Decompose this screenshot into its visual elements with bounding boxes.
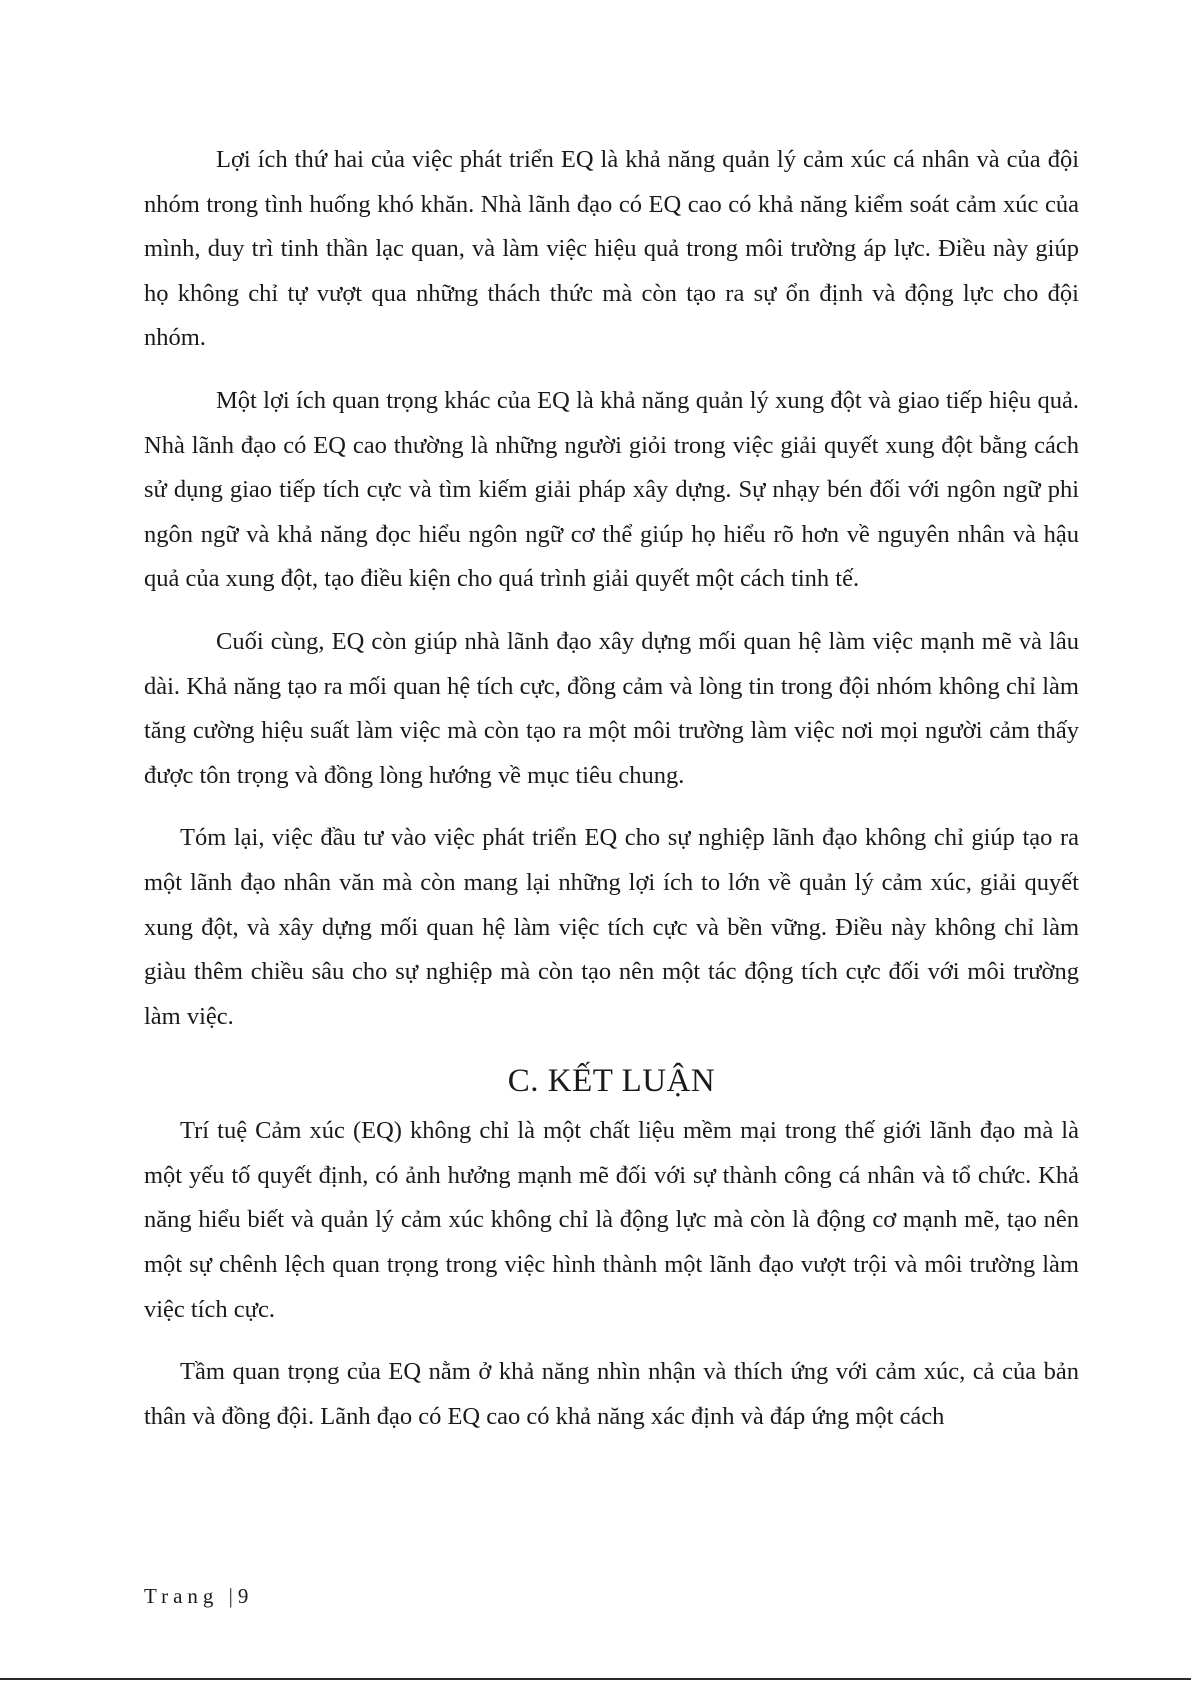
page-number: 9 bbox=[237, 1584, 254, 1608]
paragraph-conclusion-1: Trí tuệ Cảm xúc (EQ) không chỉ là một chất liệu mềm mại trong thế giới lãnh đạo mà là một yếu tố quyết định, có ảnh hưởng mạnh mẽ đối với sự thành công cá nhân và tổ chức. Khả năng hiểu biết và quản lý cảm xúc không chỉ là động lực mà còn là động cơ mạnh mẽ, tạo nên một sự chênh lệch quan trọng trong việc hình thành một lãnh đạo vượt trội và môi trường làm việc tích cực. bbox=[144, 1117, 1079, 1323]
paragraph-conclusion-2: Tầm quan trọng của EQ nằm ở khả năng nhìn nhận và thích ứng với cảm xúc, cả của bản thân và đồng đội. Lãnh đạo có EQ cao có khả năng xác định và đáp ứng một cách bbox=[144, 1358, 1079, 1430]
page-footer bbox=[144, 1584, 253, 1609]
footer-separator: | bbox=[228, 1584, 238, 1608]
paragraph-summary: Tóm lại, việc đầu tư vào việc phát triển EQ cho sự nghiệp lãnh đạo không chỉ giúp tạo ra một lãnh đạo nhân văn mà còn mang lại những lợi ích to lớn về quản lý cảm xúc, giải quyết xung đột, và xây dựng mối quan hệ làm việc tích cực và bền vững. Điều này không chỉ làm giàu thêm chiều sâu cho sự nghiệp mà còn tạo nên một tác động tích cực đối với môi trường làm việc. bbox=[144, 824, 1079, 1030]
page-content bbox=[144, 138, 1079, 1457]
footer-label: Trang bbox=[144, 1584, 219, 1608]
section-heading-conclusion: C. KẾT LUẬN bbox=[507, 1063, 716, 1100]
paragraph-second-benefit: Lợi ích thứ hai của việc phát triển EQ là khả năng quản lý cảm xúc cá nhân và của đội nhóm trong tình huống khó khăn. Nhà lãnh đạo có EQ cao có khả năng kiểm soát cảm xúc của mình, duy trì tinh thần lạc quan, và làm việc hiệu quả trong môi trường áp lực. Điều này giúp họ không chỉ tự vượt qua những thách thức mà còn tạo ra sự ổn định và động lực cho đội nhóm. bbox=[144, 146, 1079, 352]
bottom-divider bbox=[0, 1678, 1191, 1680]
paragraph-conflict-management: Một lợi ích quan trọng khác của EQ là khả năng quản lý xung đột và giao tiếp hiệu quả. Nhà lãnh đạo có EQ cao thường là những người giỏi trong việc giải quyết xung đột bằng cách sử dụng giao tiếp tích cực và tìm kiếm giải pháp xây dựng. Sự nhạy bén đối với ngôn ngữ phi ngôn ngữ và khả năng đọc hiểu ngôn ngữ cơ thể giúp họ hiểu rõ hơn về nguyên nhân và hậu quả của xung đột, tạo điều kiện cho quá trình giải quyết một cách tinh tế. bbox=[144, 386, 1079, 593]
paragraph-relationships: Cuối cùng, EQ còn giúp nhà lãnh đạo xây dựng mối quan hệ làm việc mạnh mẽ và lâu dài. Khả năng tạo ra mối quan hệ tích cực, đồng cảm và lòng tin trong đội nhóm không chỉ làm tăng cường hiệu suất làm việc mà còn tạo ra một môi trường làm việc nơi mọi người cảm thấy được tôn trọng và đồng lòng hướng về mục tiêu chung. bbox=[144, 627, 1079, 789]
